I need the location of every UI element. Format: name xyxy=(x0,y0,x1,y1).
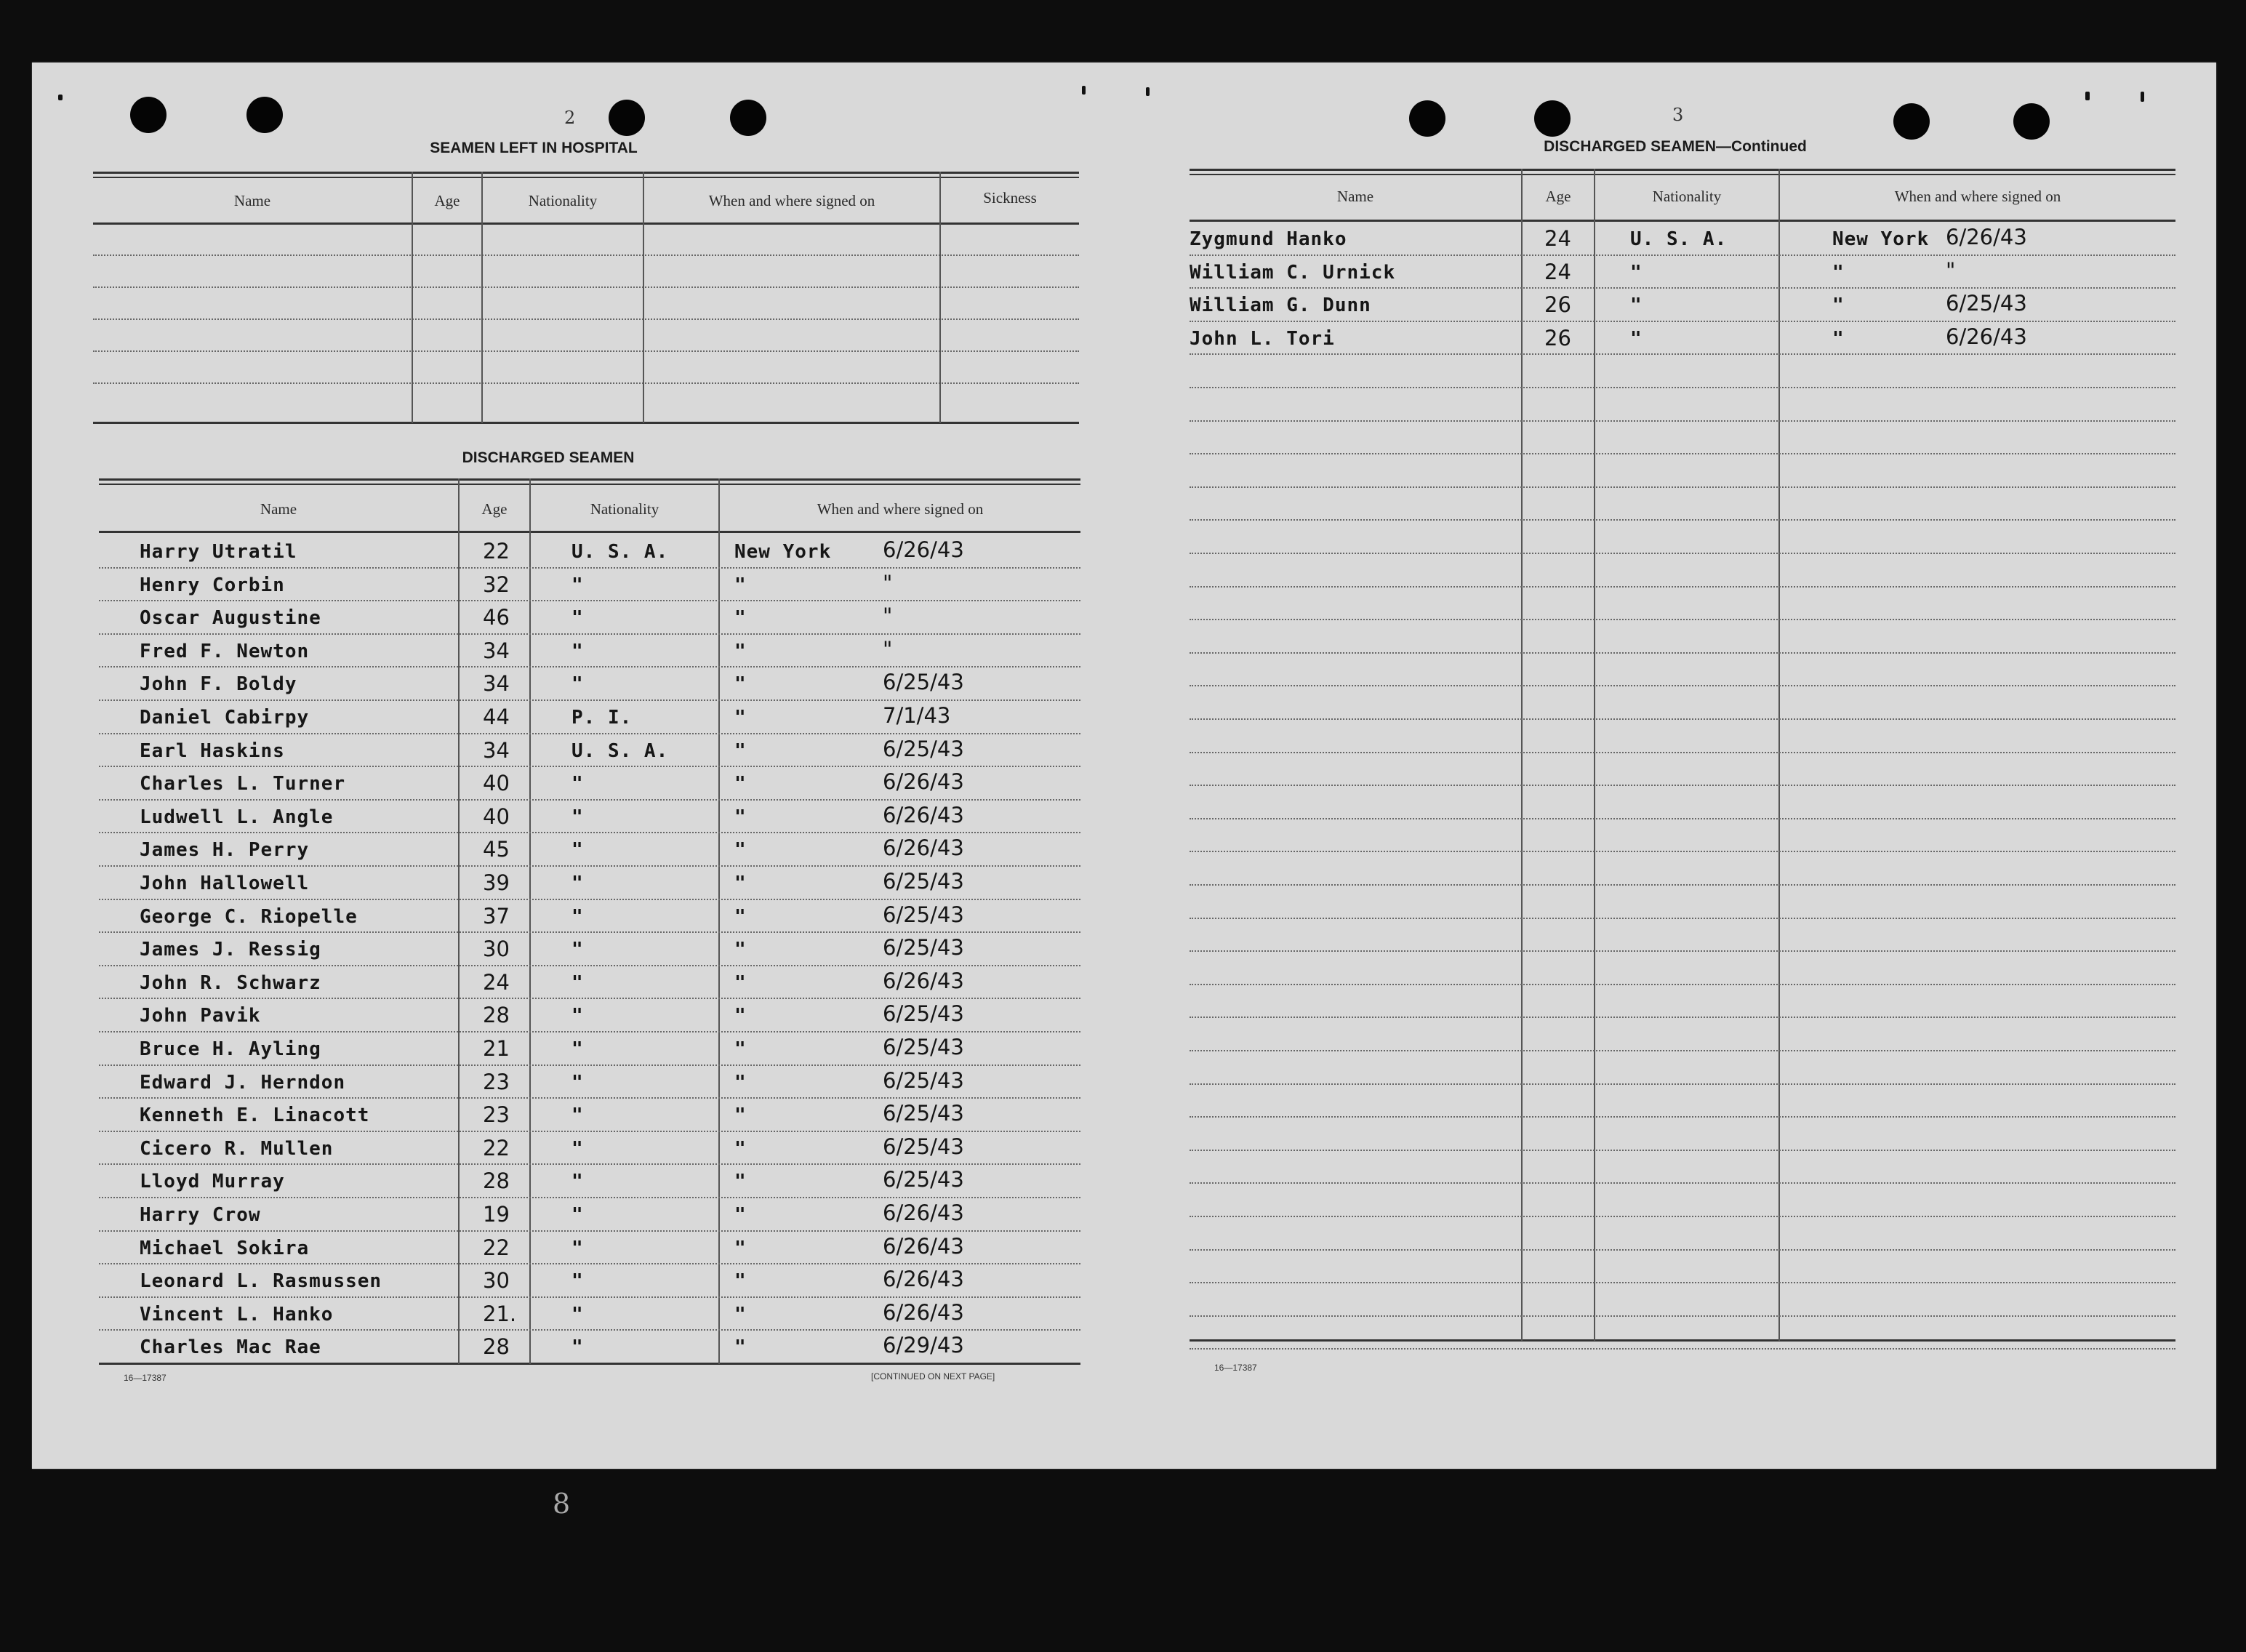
table-line xyxy=(1190,752,2175,753)
table-line xyxy=(1190,685,2175,686)
punch-hole xyxy=(1893,103,1930,140)
table-line xyxy=(1190,1150,2175,1151)
seaman-name: Leonard L. Rasmussen xyxy=(140,1270,382,1293)
seaman-age: 28 xyxy=(483,1168,510,1194)
table-line xyxy=(1190,1216,2175,1217)
table-line xyxy=(99,1197,1080,1198)
table-line xyxy=(1190,984,2175,985)
seaman-name: Kenneth E. Linacott xyxy=(140,1104,370,1127)
signed-on-date: 6/25/43 xyxy=(883,670,964,695)
table-top-rule xyxy=(99,478,1080,481)
ink-speck xyxy=(58,95,63,100)
seaman-name: John Pavik xyxy=(140,1005,261,1027)
signed-on-date: 6/26/43 xyxy=(883,1200,964,1225)
signed-on-place: " xyxy=(734,739,747,762)
seaman-nationality: " xyxy=(571,1071,584,1094)
table-line xyxy=(1190,1182,2175,1184)
table-line xyxy=(99,699,1080,701)
table-line xyxy=(99,998,1080,999)
table-top-rule xyxy=(1190,169,2175,171)
seaman-name: Henry Corbin xyxy=(140,574,285,596)
header-rule xyxy=(93,222,1079,225)
table-line xyxy=(1190,553,2175,554)
seaman-name: Bruce H. Ayling xyxy=(140,1038,321,1060)
signed-on-place: " xyxy=(734,1237,747,1259)
seaman-age: 28 xyxy=(483,1003,510,1028)
seaman-age: 34 xyxy=(483,638,510,663)
signed-on-place: " xyxy=(734,1038,747,1060)
seaman-name: Harry Crow xyxy=(140,1204,261,1226)
signed-on-place: " xyxy=(734,971,747,994)
seaman-age: 23 xyxy=(483,1102,510,1128)
signed-on-date: " xyxy=(883,604,893,629)
seaman-name: Vincent L. Hanko xyxy=(140,1303,334,1326)
punch-hole xyxy=(246,97,283,133)
ink-speck xyxy=(1082,86,1086,95)
column-header-name: Name xyxy=(233,192,271,209)
table-top-rule xyxy=(1190,174,2175,175)
table-line xyxy=(1190,718,2175,720)
seaman-age: 24 xyxy=(1544,226,1571,251)
seaman-age: 24 xyxy=(483,969,510,995)
seaman-name: John F. Boldy xyxy=(140,673,297,696)
table-line xyxy=(1190,1249,2175,1251)
column-header-signed-on: When and where signed on xyxy=(817,500,984,518)
table-bottom-rule xyxy=(1190,1339,2175,1342)
seaman-nationality: " xyxy=(1630,261,1643,284)
discharged-section-title: DISCHARGED SEAMEN xyxy=(462,449,635,466)
table-top-rule xyxy=(99,484,1080,485)
column-header-nationality: Nationality xyxy=(528,192,598,209)
page-number-right: 3 xyxy=(1672,105,1684,125)
table-line xyxy=(93,318,1079,320)
table-line xyxy=(1190,884,2175,886)
signed-on-place: " xyxy=(734,873,747,894)
signed-on-place: " xyxy=(734,574,747,596)
form-number-left: 16—17387 xyxy=(124,1373,167,1383)
seaman-nationality: " xyxy=(571,971,584,994)
signed-on-place: New York xyxy=(1832,228,1930,250)
seaman-age: 40 xyxy=(483,771,510,796)
seaman-age: 28 xyxy=(483,1334,510,1360)
seaman-nationality: " xyxy=(571,673,584,696)
continued-note: [CONTINUED ON NEXT PAGE] xyxy=(871,1371,995,1382)
column-header-signed-on: When and where signed on xyxy=(1894,188,2061,205)
table-line xyxy=(99,832,1080,833)
seaman-name: Edward J. Herndon xyxy=(140,1071,346,1094)
seaman-name: Charles L. Turner xyxy=(140,773,346,795)
signed-on-place: " xyxy=(734,773,747,795)
table-line xyxy=(1190,818,2175,819)
table-line xyxy=(93,350,1079,352)
signed-on-date: 6/25/43 xyxy=(883,1035,964,1059)
table-line xyxy=(1190,420,2175,422)
seaman-nationality: " xyxy=(571,905,584,928)
table-line xyxy=(99,1163,1080,1165)
signed-on-date: 6/25/43 xyxy=(883,1134,964,1159)
table-bottom-rule xyxy=(99,1363,1080,1365)
seaman-nationality: " xyxy=(571,1336,584,1359)
table-line xyxy=(1190,918,2175,919)
seaman-name: Cicero R. Mullen xyxy=(140,1137,334,1160)
seaman-nationality: " xyxy=(571,607,584,630)
table-bottom-rule xyxy=(93,422,1079,424)
signed-on-place: " xyxy=(734,939,747,961)
seaman-age: 26 xyxy=(1544,325,1571,350)
seaman-nationality: " xyxy=(571,806,584,828)
signed-on-place: " xyxy=(734,1071,747,1094)
seaman-age: 24 xyxy=(1544,259,1571,284)
signed-on-date: 6/25/43 xyxy=(883,1067,964,1093)
table-line xyxy=(93,382,1079,384)
seaman-age: 23 xyxy=(483,1069,510,1094)
seaman-nationality: " xyxy=(571,1204,584,1226)
table-line xyxy=(1190,652,2175,654)
signed-on-place: " xyxy=(734,1204,747,1226)
seaman-nationality: " xyxy=(571,574,584,596)
hospital-section-title: SEAMEN LEFT IN HOSPITAL xyxy=(430,140,638,156)
signed-on-place: " xyxy=(734,1303,747,1326)
table-line xyxy=(99,799,1080,801)
signed-on-date: 6/25/43 xyxy=(883,1001,964,1027)
seaman-age: 26 xyxy=(1544,292,1571,318)
table-line xyxy=(1190,486,2175,488)
seaman-age: 45 xyxy=(483,837,510,862)
column-header-sickness: Sickness xyxy=(983,189,1037,206)
form-number-right: 16—17387 xyxy=(1214,1363,1257,1373)
table-top-rule xyxy=(93,172,1079,174)
seaman-name: William C. Urnick xyxy=(1190,261,1396,284)
table-line xyxy=(99,1329,1080,1331)
punch-hole xyxy=(730,100,766,136)
signed-on-date: " xyxy=(1946,257,1956,283)
table-line xyxy=(1190,1050,2175,1051)
seaman-name: Zygmund Hanko xyxy=(1190,228,1347,250)
signed-on-place: " xyxy=(1832,294,1845,317)
column-divider xyxy=(1594,169,1595,1341)
signed-on-place: New York xyxy=(734,541,832,563)
seaman-nationality: U. S. A. xyxy=(571,541,669,563)
column-header-nationality: Nationality xyxy=(1652,188,1722,205)
signed-on-place: " xyxy=(1832,327,1845,350)
seaman-name: Charles Mac Rae xyxy=(140,1336,321,1359)
signed-on-date: 6/26/43 xyxy=(883,1299,964,1325)
table-line xyxy=(99,931,1080,933)
seaman-name: George C. Riopelle xyxy=(140,905,358,928)
column-divider xyxy=(1778,169,1780,1341)
signed-on-date: 6/25/43 xyxy=(883,902,964,927)
ink-speck xyxy=(1146,87,1150,96)
signed-on-place: " xyxy=(734,607,747,630)
ink-speck xyxy=(2141,92,2144,102)
seaman-nationality: " xyxy=(571,1171,584,1193)
ink-speck xyxy=(2085,92,2090,100)
signed-on-date: 6/26/43 xyxy=(883,769,964,795)
signed-on-date: 6/26/43 xyxy=(1946,324,2027,349)
seaman-age: 21 xyxy=(483,1036,510,1061)
table-line xyxy=(99,865,1080,867)
column-header-nationality: Nationality xyxy=(590,500,659,518)
seaman-name: William G. Dunn xyxy=(1190,294,1371,317)
signed-on-date: " xyxy=(883,570,893,596)
table-line xyxy=(99,633,1080,635)
signed-on-date: 6/26/43 xyxy=(883,802,964,827)
seaman-age: 30 xyxy=(483,1268,510,1294)
table-line xyxy=(1190,287,2175,289)
table-line xyxy=(99,567,1080,569)
signed-on-date: 6/29/43 xyxy=(883,1333,964,1358)
seaman-nationality: " xyxy=(571,1303,584,1326)
seaman-age: 34 xyxy=(483,737,510,763)
seaman-age: 32 xyxy=(483,572,510,597)
signed-on-place: " xyxy=(734,707,747,729)
table-line xyxy=(99,1230,1080,1232)
table-line xyxy=(1190,851,2175,852)
seaman-nationality: " xyxy=(571,1237,584,1259)
signed-on-place: " xyxy=(734,905,747,928)
document-sheet xyxy=(32,63,2216,1469)
seaman-nationality: " xyxy=(571,1038,584,1060)
seaman-age: 34 xyxy=(483,671,510,697)
seaman-nationality: " xyxy=(571,1137,584,1160)
seaman-name: Oscar Augustine xyxy=(140,607,321,630)
seaman-name: Earl Haskins xyxy=(140,739,285,762)
seaman-nationality: " xyxy=(571,640,584,662)
signed-on-place: " xyxy=(1832,261,1845,284)
table-line xyxy=(99,600,1080,601)
seaman-nationality: " xyxy=(571,773,584,795)
table-line xyxy=(1190,950,2175,952)
punch-hole xyxy=(2013,103,2050,140)
seaman-age: 46 xyxy=(483,605,510,630)
table-line xyxy=(1190,1282,2175,1283)
table-line xyxy=(1190,519,2175,521)
punch-hole xyxy=(1409,100,1445,137)
table-line xyxy=(1190,254,2175,256)
column-divider xyxy=(939,172,941,423)
signed-on-date: 6/25/43 xyxy=(883,935,964,961)
seaman-age: 19 xyxy=(483,1202,510,1227)
table-line xyxy=(1190,1116,2175,1118)
table-line xyxy=(1190,453,2175,454)
column-header-name: Name xyxy=(1336,188,1374,205)
signed-on-date: 6/26/43 xyxy=(883,537,964,562)
column-header-age: Age xyxy=(434,192,460,209)
signed-on-date: 7/1/43 xyxy=(883,703,951,728)
seaman-nationality: " xyxy=(571,873,584,894)
seaman-name: John R. Schwarz xyxy=(140,971,321,994)
column-header-name: Name xyxy=(260,500,297,518)
signed-on-date: 6/26/43 xyxy=(883,1233,964,1259)
seaman-nationality: " xyxy=(571,1270,584,1293)
signed-on-place: " xyxy=(734,806,747,828)
seaman-nationality: P. I. xyxy=(571,707,633,729)
punch-hole xyxy=(609,100,645,136)
discharged-seamen-continued-table xyxy=(1190,169,2175,1414)
signed-on-place: " xyxy=(734,1137,747,1160)
seaman-nationality: U. S. A. xyxy=(571,739,669,762)
seaman-name: Daniel Cabirpy xyxy=(140,707,310,729)
signed-on-date: 6/26/43 xyxy=(883,1267,964,1292)
seaman-nationality: " xyxy=(571,839,584,862)
header-rule xyxy=(1190,220,2175,222)
table-line xyxy=(99,1031,1080,1032)
seaman-nationality: " xyxy=(571,939,584,961)
seaman-nationality: " xyxy=(1630,294,1643,317)
signed-on-place: " xyxy=(734,839,747,862)
seaman-age: 22 xyxy=(483,539,510,564)
signed-on-date: 6/25/43 xyxy=(883,736,964,761)
seaman-age: 30 xyxy=(483,937,510,962)
seaman-name: John L. Tori xyxy=(1190,327,1335,350)
seaman-name: Michael Sokira xyxy=(140,1237,310,1259)
margin-mark: 8 xyxy=(553,1488,571,1520)
seaman-age: 44 xyxy=(483,705,510,729)
seaman-name: James H. Perry xyxy=(140,839,310,862)
table-line xyxy=(1190,1017,2175,1018)
table-line xyxy=(99,666,1080,667)
punch-hole xyxy=(1534,100,1571,137)
column-divider xyxy=(1521,169,1523,1341)
seaman-name: Harry Utratil xyxy=(140,541,297,563)
signed-on-place: " xyxy=(734,1336,747,1359)
seaman-name: James J. Ressig xyxy=(140,939,321,961)
signed-on-date: 6/25/43 xyxy=(883,869,964,894)
seaman-nationality: U. S. A. xyxy=(1630,228,1728,250)
table-line xyxy=(99,1097,1080,1099)
seaman-name: Lloyd Murray xyxy=(140,1171,285,1193)
table-line xyxy=(1190,353,2175,355)
table-line xyxy=(1190,321,2175,322)
table-line xyxy=(93,254,1079,256)
table-line xyxy=(93,286,1079,288)
table-top-rule xyxy=(93,177,1079,178)
column-header-age: Age xyxy=(1545,188,1571,205)
table-line xyxy=(99,733,1080,734)
discharged-continued-title: DISCHARGED SEAMEN—Continued xyxy=(1544,138,1807,155)
table-line xyxy=(1190,586,2175,588)
signed-on-place: " xyxy=(734,1005,747,1027)
table-line xyxy=(99,1064,1080,1066)
page-number-left: 2 xyxy=(564,108,576,128)
seaman-nationality: " xyxy=(571,1005,584,1027)
signed-on-place: " xyxy=(734,1171,747,1193)
header-rule xyxy=(99,531,1080,533)
seaman-age: 22 xyxy=(483,1135,510,1160)
table-line xyxy=(99,899,1080,900)
signed-on-date: 6/25/43 xyxy=(883,1167,964,1192)
table-line xyxy=(1190,1315,2175,1317)
column-header-signed-on: When and where signed on xyxy=(708,192,875,209)
seaman-nationality: " xyxy=(571,1104,584,1127)
seaman-name: Fred F. Newton xyxy=(140,640,310,662)
signed-on-place: " xyxy=(734,640,747,662)
hospital-table xyxy=(93,172,1079,426)
signed-on-date: 6/25/43 xyxy=(1946,291,2027,316)
seaman-age: 22 xyxy=(483,1235,510,1260)
table-line xyxy=(1190,387,2175,388)
seaman-age: 37 xyxy=(483,903,510,929)
table-line xyxy=(1190,1348,2175,1350)
signed-on-date: 6/26/43 xyxy=(883,835,964,861)
seaman-age: 39 xyxy=(483,870,510,895)
seaman-age: 21. xyxy=(483,1301,517,1326)
table-line xyxy=(99,766,1080,767)
column-header-age: Age xyxy=(481,500,508,518)
table-line xyxy=(1190,785,2175,786)
table-line xyxy=(1190,619,2175,620)
table-line xyxy=(99,1263,1080,1264)
table-line xyxy=(99,1131,1080,1132)
seaman-nationality: " xyxy=(1630,327,1643,350)
table-line xyxy=(1190,1083,2175,1085)
signed-on-date: " xyxy=(883,636,893,662)
seaman-age: 40 xyxy=(483,803,510,829)
signed-on-place: " xyxy=(734,1270,747,1293)
signed-on-date: 6/26/43 xyxy=(1946,225,2027,249)
seaman-name: Ludwell L. Angle xyxy=(140,806,334,828)
signed-on-place: " xyxy=(734,1104,747,1127)
signed-on-date: 6/26/43 xyxy=(883,968,964,993)
seaman-name: John Hallowell xyxy=(140,873,310,894)
discharged-seamen-table xyxy=(99,478,1080,1370)
table-line xyxy=(99,965,1080,966)
table-line xyxy=(99,1296,1080,1298)
signed-on-place: " xyxy=(734,673,747,696)
signed-on-date: 6/25/43 xyxy=(883,1101,964,1126)
punch-hole xyxy=(130,97,167,133)
